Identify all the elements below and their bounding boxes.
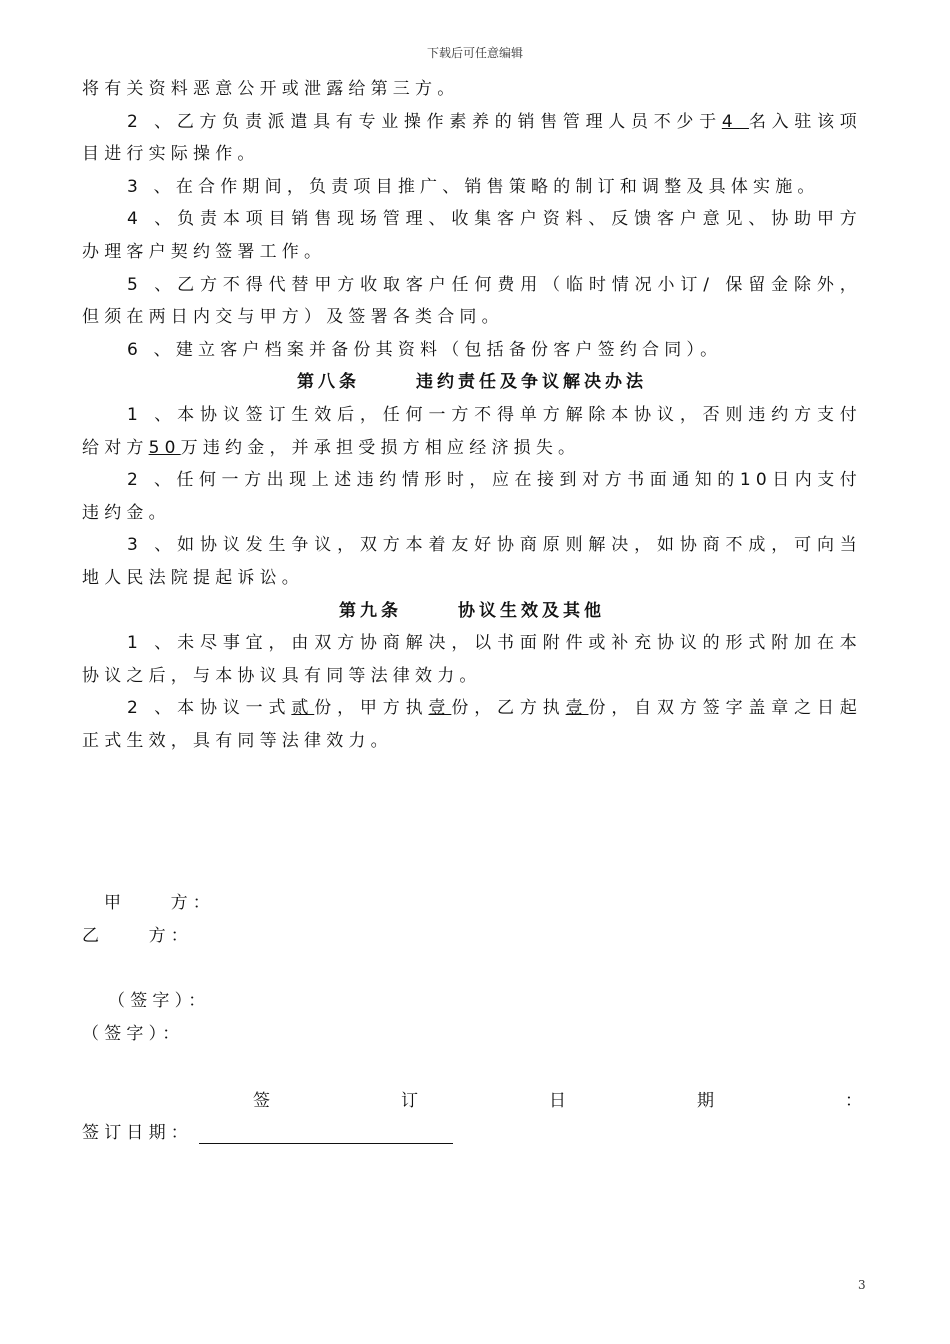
spread-char: 期	[697, 1091, 714, 1111]
text-segment: 1 、本协议签订生效后，任何一方不得单方解除本协议，否则违约方支付给对方	[82, 404, 862, 458]
spread-char: 日	[549, 1091, 566, 1111]
spread-char	[82, 1086, 122, 1111]
article-title: 违约责任及争议解决办法	[416, 372, 647, 393]
page-header: 下载后可任意编辑	[426, 46, 523, 60]
paragraph	[82, 692, 862, 757]
party-a-label: 甲 方：	[104, 893, 215, 913]
article-title: 协议生效及其他	[458, 600, 605, 621]
underlined-number: 壹	[428, 698, 452, 719]
paragraph	[82, 106, 862, 171]
document-body	[82, 73, 862, 757]
underlined-number: 4	[721, 111, 749, 132]
underlined-number: 壹	[565, 698, 589, 719]
paragraph: 将有关资料恶意公开或泄露给第三方。	[82, 79, 460, 99]
text-segment: 名入驻该项目进行实际操作。	[82, 111, 863, 165]
article-number: 第八条	[297, 372, 360, 393]
signing-date-spread	[82, 1086, 862, 1111]
text-segment: 份，自双方签字盖章之日起正式生效，具有同等法律效力。	[82, 698, 863, 751]
underlined-number: 50	[148, 437, 181, 458]
paragraph: 5 、乙方不得代替甲方收取客户任何费用（临时情况小订/ 保留金除外，但须在两日内交与甲方）及签署各类合同。	[82, 274, 862, 328]
article-heading	[82, 366, 862, 399]
spread-char: 订	[401, 1091, 418, 1111]
paragraph: 3 、在合作期间，负责项目推广、销售策略的制订和调整及具体实施。	[127, 176, 820, 197]
text-segment: 2 、乙方负责派遣具有专业操作素养的销售管理人员不少于	[127, 111, 722, 132]
paragraph: 2 、任何一方出现上述违约情形时，应在接到对方书面通知的10日内支付违约金。	[82, 470, 862, 523]
signature-label-2: （签字）：	[82, 1024, 185, 1044]
paragraph: 1 、未尽事宜，由双方协商解决，以书面附件或补充协议的形式附加在本协议之后，与本协议具有同等法律效力。	[82, 633, 862, 686]
paragraph: 3 、如协议发生争议，双方本着友好协商原则解决，如协商不成，可向当地人民法院提起诉讼。	[82, 535, 862, 588]
signing-date-field	[82, 1118, 453, 1144]
spread-char: ：	[845, 1091, 862, 1111]
paragraph: 6 、建立客户档案并备份其资料（包括备份客户签约合同）。	[127, 339, 723, 360]
text-segment: 2 、本协议一式	[127, 698, 292, 719]
spread-char: 签	[253, 1091, 270, 1111]
party-b-label: 乙 方：	[82, 926, 193, 946]
article-heading	[82, 595, 862, 628]
article-number: 第九条	[339, 600, 402, 621]
text-segment: 万违约金，并承担受损方相应经济损失。	[180, 437, 581, 458]
text-segment: 份，乙方执	[451, 698, 566, 719]
underlined-number: 贰	[291, 698, 315, 719]
paragraph	[82, 399, 862, 464]
signing-date-line	[199, 1143, 453, 1144]
signature-label-1: （签字）：	[108, 991, 211, 1011]
text-segment: 份，甲方执	[314, 698, 429, 719]
page-number: 3	[858, 1278, 866, 1292]
signing-date-label: 签订日期：	[82, 1123, 193, 1143]
paragraph: 4 、负责本项目销售现场管理、收集客户资料、反馈客户意见、协助甲方办理客户契约签署工作。	[82, 209, 862, 262]
